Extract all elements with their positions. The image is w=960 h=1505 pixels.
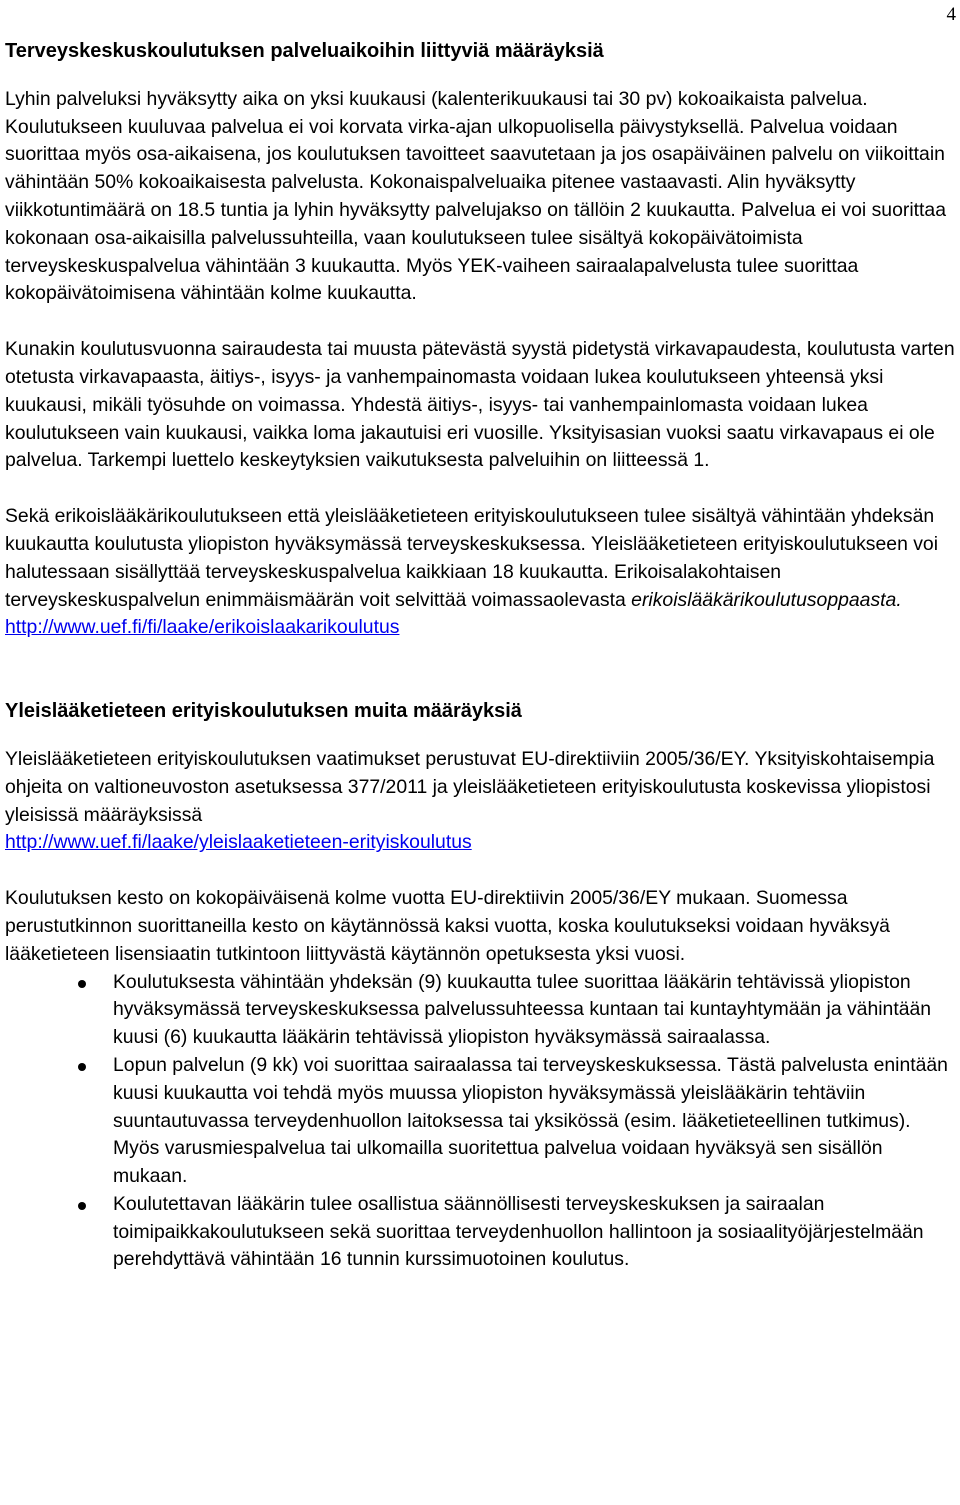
requirements-list <box>5 969 955 1275</box>
list-item <box>5 969 955 1052</box>
bullet-icon <box>78 980 86 988</box>
page-number: 4 <box>946 4 956 25</box>
paragraph-eu-directive <box>5 746 955 857</box>
paragraph-minimum-service: Lyhin palveluksi hyväksytty aika on yksi kuukausi (kalenterikuukausi tai 30 pv) kokoaikaista palvelua. Koulutukseen kuuluvaa palvelua ei voi korvata virka-ajan ulkopuolisella päivystyksellä. Palvelua voidaan suorittaa myös osa-aikaisena, jos koulutuksen tavoitteet saavutetaan ja jos osapäiväinen palvelu on viikoittain vähintään 50% kokoaikaisesta palvelusta. Kokonaispalveluaika pitenee vastaavasti. Alin hyväksytty viikkotuntimäärä on 18.5 tuntia ja lyhin hyväksytty palvelujakso on tällöin 2 kuukautta. Palvelua ei voi suorittaa kokonaan osa-aikaisilla palvelussuhteilla, vaan koulutukseen tulee sisältyä kokopäivätoimista terveyskeskuspalvelua vähintään 3 kuukautta. Myös YEK-vaiheen sairaalapalvelusta tulee suorittaa kokopäivätoimisena vähintään kolme kuukautta. <box>5 87 946 305</box>
list-item <box>5 1052 955 1191</box>
bullet-icon <box>78 1063 86 1071</box>
link-specialist-training[interactable]: http://www.uef.fi/fi/laake/erikoislaakarikoulutus <box>5 616 400 639</box>
paragraph-duration: Koulutuksen kesto on kokopäiväisenä kolme vuotta EU-direktiivin 2005/36/EY mukaan. Suomessa perustutkinnon suorittaneilla kesto on käytännössä kaksi vuotta, koska koulutukseksi voidaan hyväksyä lääketieteen lisensiaatin tutkintoon liittyvästä käytännön opetuksesta yksi vuosi. <box>5 887 890 965</box>
bullet-icon <box>78 1202 86 1210</box>
guide-title: erikoislääkärikoulutusoppaasta. <box>631 588 902 611</box>
list-item-text: Koulutuksesta vähintään yhdeksän (9) kuukautta tulee suorittaa lääkärin tehtävissä yliopiston hyväksymässä terveyskeskuksessa palvelussuhteessa kuntaan tai kuntayhtymään ja vähintään kuusi (6) kuukautta lääkärin tehtävissä yliopiston hyväksymässä sairaalassa. <box>113 970 932 1049</box>
paragraph-eu-directive-text: Yleislääketieteen erityiskoulutuksen vaatimukset perustuvat EU-direktiiviin 2005/36/EY. Yksityiskohtaisempia ohjeita on valtioneuvoston asetuksessa 377/2011 ja yleislääketieteen erityiskoulutusta koskevissa yliopistosi yleisissä määräyksissä <box>5 747 935 826</box>
list-item-text: Koulutettavan lääkärin tulee osallistua säännöllisesti terveyskeskuksen ja sairaalan toimipaikkakoulutukseen sekä suorittaa terveydenhuollon hallintoon ja sosiaalityöjärjestelmään perehdyttävä vähintään 16 tunnin kurssimuotoinen koulutus. <box>113 1192 924 1271</box>
paragraph-health-centre-service <box>5 503 955 642</box>
list-item <box>5 1191 955 1274</box>
paragraph-leave-rules: Kunakin koulutusvuonna sairaudesta tai muusta pätevästä syystä pidetystä virkavapaudesta, koulutusta varten otetusta virkavapaasta, äitiys-, isyys- ja vanhempainomasta voidaan lukea koulutukseen yhteensä yksi kuukausi, mikäli työsuhde on voimassa. Yhdestä äitiys-, isyys- tai vanhempainlomasta voidaan lukea koulutukseen vain kuukausi, vaikka loma jakautuisi eri vuosille. Yksityisasian vuoksi saatu virkavapaus ei ole palvelua. Tarkempi luettelo keskeytyksien vaikutuksesta palveluihin on liitteessä 1. <box>5 338 955 472</box>
list-item-text: Lopun palvelun (9 kk) voi suorittaa sairaalassa tai terveyskeskuksessa. Tästä palvelusta enintään kuusi kuukautta voi tehdä myös muussa yliopiston hyväksymässä yleislääkärin tehtäviin suuntautuvassa terveydenhuollon laitoksessa tai yksikössä (esim. lääketieteellinen tutkimus). Myös varusmiespalvelua tai ulkomailla suoritettua palvelua voidaan hyväksyä sen sisällön mukaan. <box>113 1053 948 1188</box>
document-body <box>5 38 955 1274</box>
section-heading-other-rules: Yleislääketieteen erityiskoulutuksen muita määräyksiä <box>5 700 522 723</box>
link-general-practice-training[interactable]: http://www.uef.fi/laake/yleislaaketieteen-erityiskoulutus <box>5 831 472 854</box>
paragraph-health-centre-text: Sekä erikoislääkärikoulutukseen että yleislääketieteen erityiskoulutukseen tulee sisältyä vähintään yhdeksän kuukautta koulutusta yliopiston hyväksymässä terveyskeskuksessa. Yleislääketieteen erityiskoulutukseen voi halutessaan sisällyttää terveyskeskuspalvelua kaikkiaan 18 kuukautta. Erikoisalakohtaisen terveyskeskuspalvelun enimmäismäärän voit selvittää voimassaolevasta <box>5 505 939 611</box>
section-heading-service-times: Terveyskeskuskoulutuksen palveluaikoihin liittyviä määräyksiä <box>5 40 604 62</box>
